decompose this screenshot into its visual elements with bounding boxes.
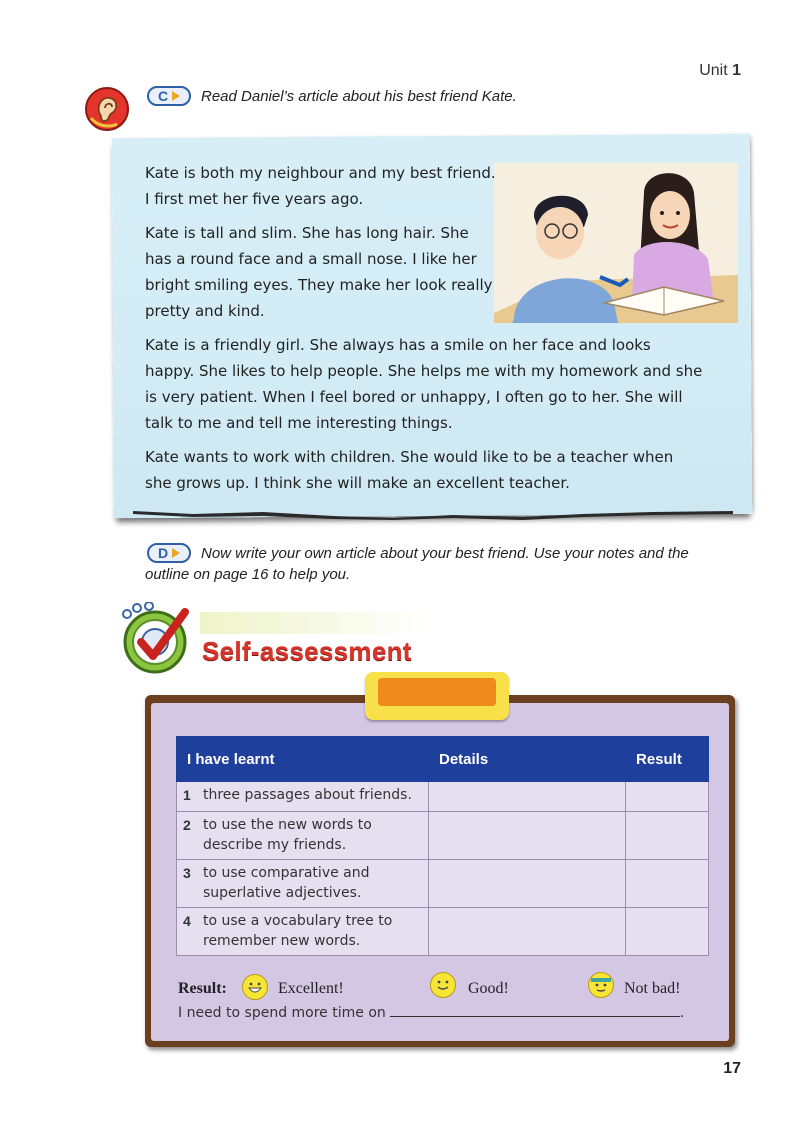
section-c-instruction: Read Daniel’s article about his best friend Kate. (201, 87, 517, 105)
details-cell[interactable] (429, 860, 626, 908)
result-cell[interactable] (626, 860, 709, 908)
row-item: to use the new words to describe my friends. (197, 812, 429, 860)
details-cell[interactable] (429, 812, 626, 860)
article-body (145, 160, 705, 504)
clipboard-clip-inner (378, 678, 496, 706)
result-cell[interactable] (626, 812, 709, 860)
row-item: to use comparative and superlative adjectives. (197, 860, 429, 908)
section-d-instruction: D Now write your own article about your best friend. Use your notes and the outline on page 16 to help you. (145, 544, 689, 583)
table-row (177, 812, 709, 860)
table-row (177, 908, 709, 956)
smiley-icon[interactable] (430, 972, 456, 998)
article-paragraph: Kate is a friendly girl. She always has a smile on her face and looks happy. She likes to help people. She helps me with my homework and she is very patient. When I feel bored or unhappy, I often go to her. She will talk to me and tell me interesting things. (145, 336, 703, 432)
table-row (177, 782, 709, 812)
section-d-badge: D (147, 543, 191, 563)
title-band (200, 612, 432, 634)
result-cell[interactable] (626, 782, 709, 812)
result-cell[interactable] (626, 908, 709, 956)
row-item: to use a vocabulary tree to remember new words. (197, 908, 429, 956)
row-number: 4 (177, 908, 198, 956)
table-row (177, 860, 709, 908)
unit-number: 1 (732, 62, 741, 79)
column-header-result: Result (626, 737, 709, 782)
article-paragraph: Kate is tall and slim. She has long hair. She has a round face and a small nose. I like her bright smiling eyes. They make her look really pretty and kind. (145, 224, 493, 320)
article-paragraph: Kate wants to work with children. She would like to be a teacher when she grows up. I think she will make an excellent teacher. (145, 448, 674, 492)
rating-not-bad: Not bad! (624, 980, 681, 997)
row-item: three passages about friends. (197, 782, 429, 812)
result-label: Result: (178, 980, 227, 997)
play-triangle-icon (172, 91, 180, 101)
column-header-details: Details (429, 737, 626, 782)
play-triangle-icon (172, 548, 180, 558)
rating-excellent: Excellent! (278, 980, 344, 997)
section-c-badge: C (147, 86, 191, 106)
ear-icon (83, 86, 131, 132)
article-paragraph: Kate is both my neighbour and my best friend. I first met her five years ago. (145, 164, 496, 208)
section-c-instruction-row (147, 86, 517, 106)
row-number: 2 (177, 812, 198, 860)
improvement-note: I need to spend more time on . (178, 1005, 685, 1021)
unit-label: Unit 1 (699, 62, 741, 79)
note-blank[interactable] (390, 1016, 680, 1017)
smiley-icon[interactable] (242, 974, 268, 1000)
smiley-icon[interactable] (588, 972, 614, 998)
column-header-learnt: I have learnt (177, 737, 429, 782)
row-number: 3 (177, 860, 198, 908)
page-number: 17 (723, 1060, 741, 1077)
torn-edge (133, 508, 733, 520)
rating-good: Good! (468, 980, 509, 997)
details-cell[interactable] (429, 908, 626, 956)
self-assessment-title: Self-assessment (202, 636, 412, 666)
row-number: 1 (177, 782, 198, 812)
table-header-row (177, 737, 709, 782)
details-cell[interactable] (429, 782, 626, 812)
checkmark-target-icon (113, 602, 195, 676)
self-assessment-table (176, 736, 709, 956)
result-row (178, 976, 708, 1006)
